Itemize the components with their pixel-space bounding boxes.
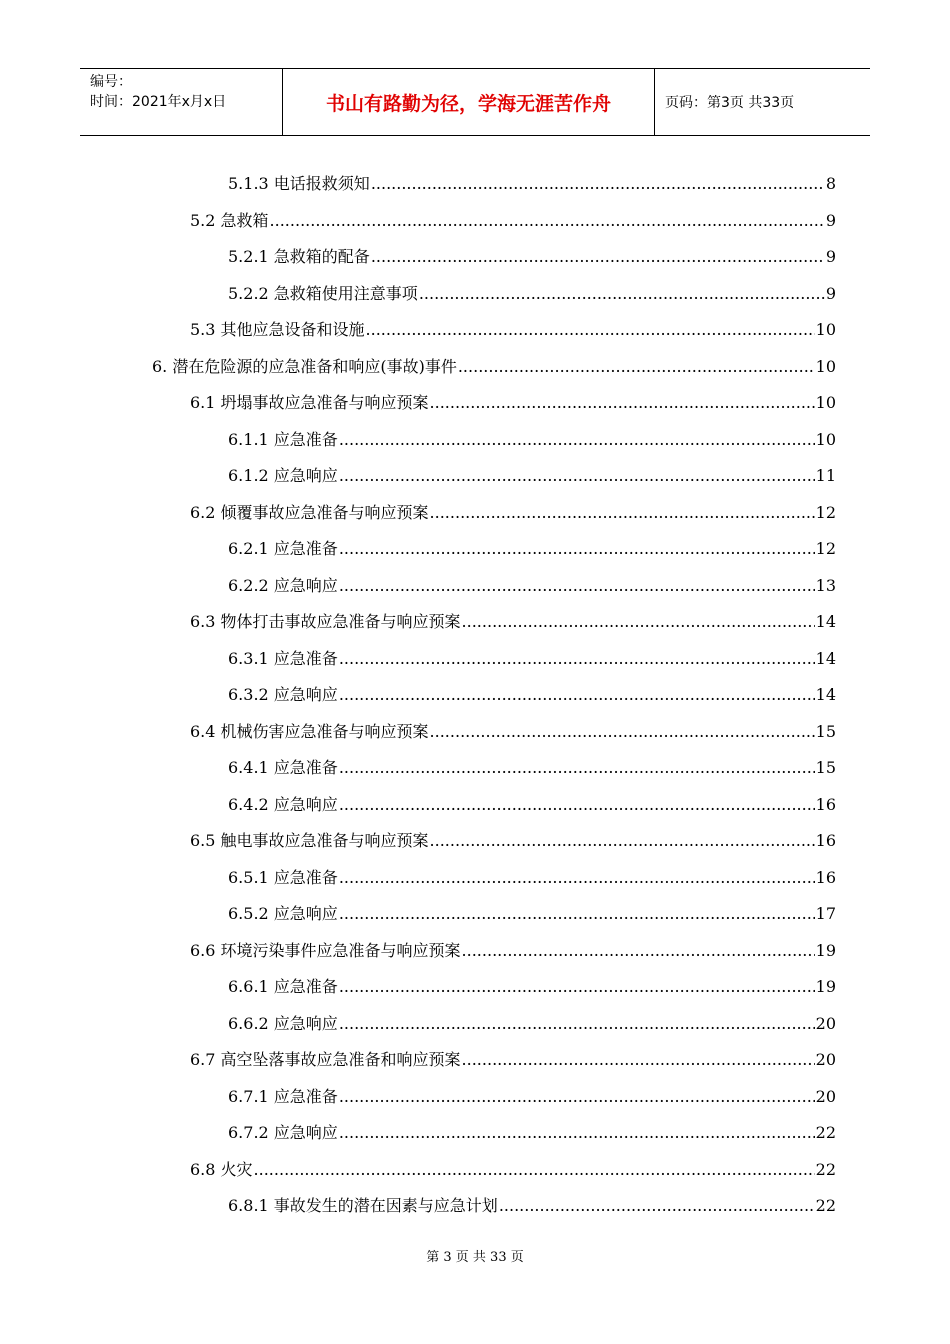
time-label: 时间：2021年x月x日 bbox=[90, 94, 227, 110]
toc-entry[interactable] bbox=[228, 237, 836, 267]
toc-entry-page: 14 bbox=[815, 685, 836, 704]
toc-entry[interactable] bbox=[152, 347, 836, 377]
toc-entry-page: 22 bbox=[815, 1123, 836, 1142]
toc-entry-title: 6.4.1 应急准备 bbox=[228, 758, 338, 777]
toc-entry-title: 6.7.2 应急响应 bbox=[228, 1123, 338, 1142]
toc-dot-leader bbox=[339, 685, 815, 705]
toc-entry-page: 10 bbox=[815, 393, 836, 412]
toc-dot-leader bbox=[339, 758, 815, 778]
toc-entry-page: 16 bbox=[815, 831, 836, 850]
toc-entry-page: 19 bbox=[815, 977, 836, 996]
toc-entry-page: 14 bbox=[815, 612, 836, 631]
toc-entry-title: 5.2.2 急救箱使用注意事项 bbox=[228, 283, 418, 303]
toc-entry[interactable] bbox=[190, 493, 836, 523]
toc-dot-leader bbox=[339, 466, 815, 486]
toc-entry-page: 12 bbox=[815, 502, 836, 522]
toc-entry-title: 6.4 机械伤害应急准备与响应预案 bbox=[190, 721, 429, 741]
toc-entry-title: 5.3 其他应急设备和设施 bbox=[190, 320, 365, 339]
toc-entry-title: 6.8.1 事故发生的潜在因素与应急计划 bbox=[228, 1196, 498, 1215]
toc-entry-title: 6.7.1 应急准备 bbox=[228, 1086, 338, 1106]
header-meta bbox=[80, 69, 282, 135]
toc-dot-leader bbox=[339, 576, 815, 596]
toc-entry-page: 12 bbox=[815, 539, 836, 558]
toc-entry[interactable] bbox=[190, 383, 836, 413]
toc-entry-page: 10 bbox=[815, 429, 836, 449]
toc-entry[interactable] bbox=[228, 456, 836, 486]
toc-entry[interactable] bbox=[228, 785, 836, 815]
toc-entry-title: 6.3.1 应急准备 bbox=[228, 648, 338, 668]
toc-entry-title: 6.1.2 应急响应 bbox=[228, 466, 338, 485]
toc-entry-title: 6.4.2 应急响应 bbox=[228, 794, 338, 814]
toc-entry-page: 16 bbox=[815, 794, 836, 814]
toc-dot-leader bbox=[339, 977, 815, 997]
toc-entry-title: 6.5 触电事故应急准备与响应预案 bbox=[190, 831, 429, 850]
toc-dot-leader bbox=[430, 393, 815, 413]
toc-entry-title: 6.2 倾覆事故应急准备与响应预案 bbox=[190, 502, 429, 522]
toc-entry-page: 9 bbox=[825, 247, 836, 266]
toc-dot-leader bbox=[430, 831, 815, 851]
toc-entry-page: 22 bbox=[815, 1196, 836, 1215]
toc-entry-title: 6.7 高空坠落事故应急准备和响应预案 bbox=[190, 1050, 461, 1069]
toc-dot-leader bbox=[462, 941, 815, 961]
header-page-info: 页码：第3页 共33页 bbox=[665, 95, 795, 111]
number-label: 编号： bbox=[90, 74, 132, 90]
toc-entry-page: 20 bbox=[815, 1086, 836, 1106]
toc-entry-page: 8 bbox=[825, 174, 836, 193]
toc-entry[interactable] bbox=[190, 1040, 836, 1070]
toc-entry-title: 5.2 急救箱 bbox=[190, 210, 269, 230]
toc-entry-page: 19 bbox=[815, 940, 836, 960]
toc-dot-leader bbox=[339, 795, 815, 815]
toc-entry[interactable] bbox=[228, 529, 836, 559]
toc-entry-page: 16 bbox=[815, 867, 836, 887]
toc-entry-page: 14 bbox=[815, 648, 836, 668]
toc-dot-leader bbox=[430, 722, 815, 742]
toc-entry-title: 6.3 物体打击事故应急准备与响应预案 bbox=[190, 612, 461, 631]
toc-dot-leader bbox=[254, 1160, 815, 1180]
toc-dot-leader bbox=[339, 1014, 815, 1034]
toc-entry-title: 6.3.2 应急响应 bbox=[228, 685, 338, 704]
toc-entry[interactable] bbox=[228, 967, 836, 997]
toc-entry-title: 6. 潜在危险源的应急准备和响应(事故)事件 bbox=[152, 356, 457, 376]
toc-entry-title: 5.2.1 急救箱的配备 bbox=[228, 247, 370, 266]
toc-entry-title: 6.6.2 应急响应 bbox=[228, 1013, 338, 1033]
header-motto: 书山有路勤为径，学海无涯苦作舟 bbox=[282, 69, 655, 135]
toc-entry[interactable] bbox=[228, 675, 836, 705]
toc-dot-leader bbox=[462, 1050, 815, 1070]
toc-entry-page: 15 bbox=[815, 758, 836, 777]
toc-entry[interactable] bbox=[190, 821, 836, 851]
toc-entry-title: 5.1.3 电话报救须知 bbox=[228, 174, 370, 193]
page-footer: 第 3 页 共 33 页 bbox=[426, 1250, 524, 1265]
toc-entry[interactable] bbox=[228, 858, 836, 888]
toc-dot-leader bbox=[270, 211, 825, 231]
toc-entry[interactable] bbox=[228, 164, 836, 194]
toc-entry-page: 20 bbox=[815, 1013, 836, 1033]
toc-dot-leader bbox=[499, 1196, 815, 1216]
toc-dot-leader bbox=[371, 174, 825, 194]
toc-dot-leader bbox=[419, 284, 825, 304]
toc-entry-page: 11 bbox=[815, 466, 836, 485]
toc-entry-page: 17 bbox=[815, 904, 836, 923]
toc-entry[interactable] bbox=[228, 1186, 836, 1216]
toc-dot-leader bbox=[366, 320, 815, 340]
toc-entry-page: 22 bbox=[815, 1159, 836, 1179]
toc-dot-leader bbox=[430, 503, 815, 523]
toc-entry-title: 6.8 火灾 bbox=[190, 1159, 253, 1179]
toc-dot-leader bbox=[339, 1123, 815, 1143]
toc-entry-title: 6.6 环境污染事件应急准备与响应预案 bbox=[190, 940, 461, 960]
toc-dot-leader bbox=[339, 430, 815, 450]
toc-entry[interactable] bbox=[190, 1150, 836, 1180]
toc-entry-title: 6.5.2 应急响应 bbox=[228, 904, 338, 923]
toc-entry-page: 20 bbox=[815, 1050, 836, 1069]
toc-entry-page: 10 bbox=[815, 356, 836, 376]
toc-entry[interactable] bbox=[228, 274, 836, 304]
toc-entry[interactable] bbox=[228, 1113, 836, 1143]
toc-entry-page: 15 bbox=[815, 721, 836, 741]
toc-dot-leader bbox=[339, 539, 815, 559]
toc-dot-leader bbox=[339, 904, 815, 924]
toc-entry[interactable] bbox=[190, 602, 836, 632]
toc-dot-leader bbox=[339, 649, 815, 669]
toc-entry-title: 6.2.1 应急准备 bbox=[228, 539, 338, 558]
toc-dot-leader bbox=[339, 1087, 815, 1107]
toc-entry[interactable] bbox=[228, 566, 836, 596]
toc-dot-leader bbox=[462, 612, 815, 632]
toc-entry[interactable] bbox=[190, 931, 836, 961]
toc-dot-leader bbox=[339, 868, 815, 888]
toc-entry[interactable] bbox=[228, 748, 836, 778]
toc-entry-page: 10 bbox=[815, 320, 836, 339]
toc-entry[interactable] bbox=[190, 201, 836, 231]
toc-entry[interactable] bbox=[190, 712, 836, 742]
toc-entry-title: 6.1.1 应急准备 bbox=[228, 429, 338, 449]
toc-entry-page: 9 bbox=[825, 283, 836, 303]
toc-entry-title: 6.6.1 应急准备 bbox=[228, 977, 338, 996]
page-header bbox=[80, 68, 870, 136]
toc-entry-title: 6.1 坍塌事故应急准备与响应预案 bbox=[190, 393, 429, 412]
toc-dot-leader bbox=[458, 357, 815, 377]
toc-entry-title: 6.2.2 应急响应 bbox=[228, 575, 338, 595]
toc-entry[interactable] bbox=[228, 1077, 836, 1107]
toc-entry[interactable] bbox=[228, 894, 836, 924]
toc-dot-leader bbox=[371, 247, 825, 267]
toc-entry[interactable] bbox=[228, 639, 836, 669]
toc-entry-page: 9 bbox=[825, 210, 836, 230]
toc-entry[interactable] bbox=[228, 1004, 836, 1034]
toc-entry-page: 13 bbox=[815, 575, 836, 595]
toc-entry[interactable] bbox=[228, 420, 836, 450]
toc-entry-title: 6.5.1 应急准备 bbox=[228, 867, 338, 887]
toc-entry[interactable] bbox=[190, 310, 836, 340]
